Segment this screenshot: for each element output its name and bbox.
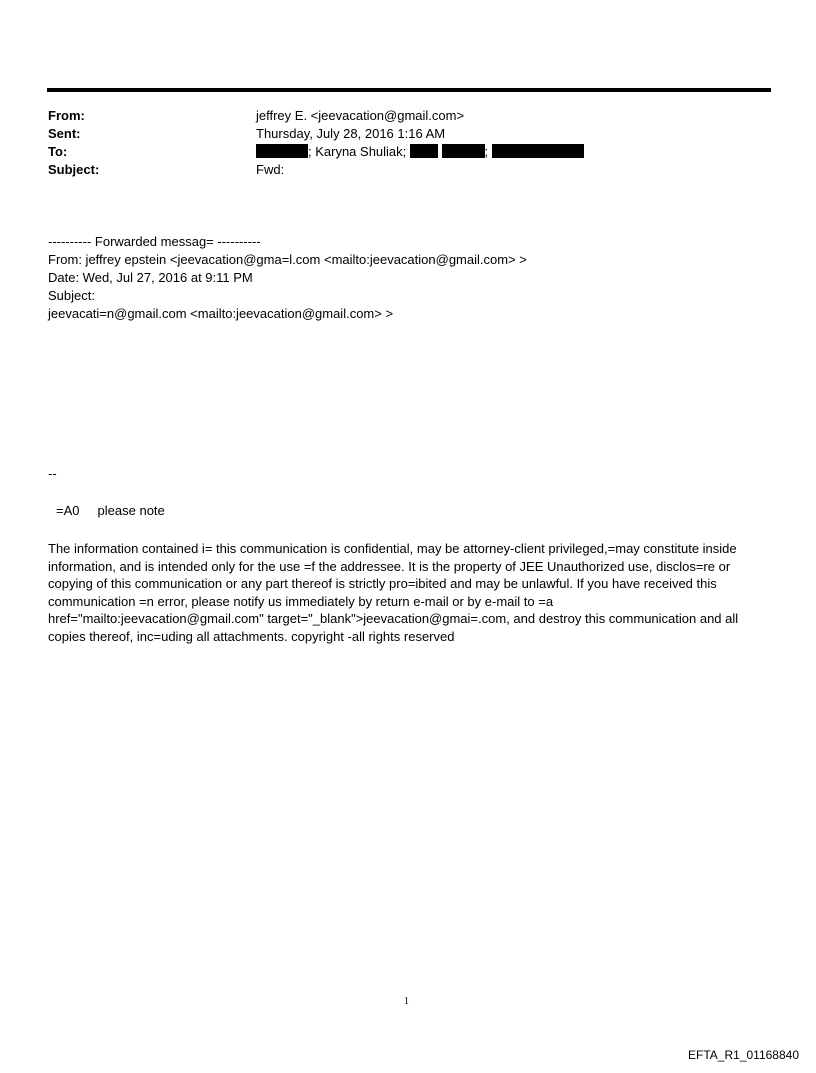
redaction-block	[492, 144, 584, 158]
from-value: jeffrey E. <jeevacation@gmail.com>	[256, 108, 465, 123]
sent-label: Sent:	[48, 126, 81, 141]
page-number: 1	[404, 996, 409, 1007]
sent-value: Thursday, July 28, 2016 1:16 AM	[256, 126, 446, 141]
forwarded-separator: ---------- Forwarded messag= ----------	[48, 234, 261, 249]
signature-note: =A0 please note	[56, 503, 165, 518]
to-value	[256, 144, 584, 160]
redaction-block	[442, 144, 485, 158]
redaction-block	[410, 144, 438, 158]
document-id: EFTA_R1_01168840	[688, 1048, 799, 1062]
forwarded-to-line: jeevacati=n@gmail.com <mailto:jeevacation@gmail.com> >	[48, 306, 394, 321]
header-rule	[47, 88, 771, 92]
to-separator-text: ;	[484, 144, 489, 159]
forwarded-subject-line: Subject:	[48, 288, 95, 303]
to-recipient-text: ; Karyna Shuliak;	[308, 144, 407, 159]
subject-label: Subject:	[48, 162, 100, 177]
signature-dashes: --	[48, 466, 57, 481]
subject-value: Fwd:	[256, 162, 285, 177]
to-label: To:	[48, 144, 68, 159]
forwarded-from-line: From: jeffrey epstein <jeevacation@gma=l.com <mailto:jeevacation@gmail.com> >	[48, 252, 527, 267]
forwarded-date-line: Date: Wed, Jul 27, 2016 at 9:11 PM	[48, 270, 253, 285]
redaction-block	[256, 144, 308, 158]
confidentiality-disclaimer: The information contained i= this communication is confidential, may be attorney-client privileged,=may constitute inside information, and is intended only for the use =f the addressee. It is the property of JEE Unauthorized use, disclos=re or copying of this communication or any part thereof is strictly pro=ibited and may be unlawful. If you have received this communication =n error, please notify us immediately by return e-mail or by e-mail to =a href="mailto:jeevacation@gmail.com" target="_blank">jeevacation@gmai=.com, and destroy this communication and all copies thereof, inc=uding all attachments. copyright -all rights reserved	[48, 541, 739, 644]
from-label: From:	[48, 108, 85, 123]
